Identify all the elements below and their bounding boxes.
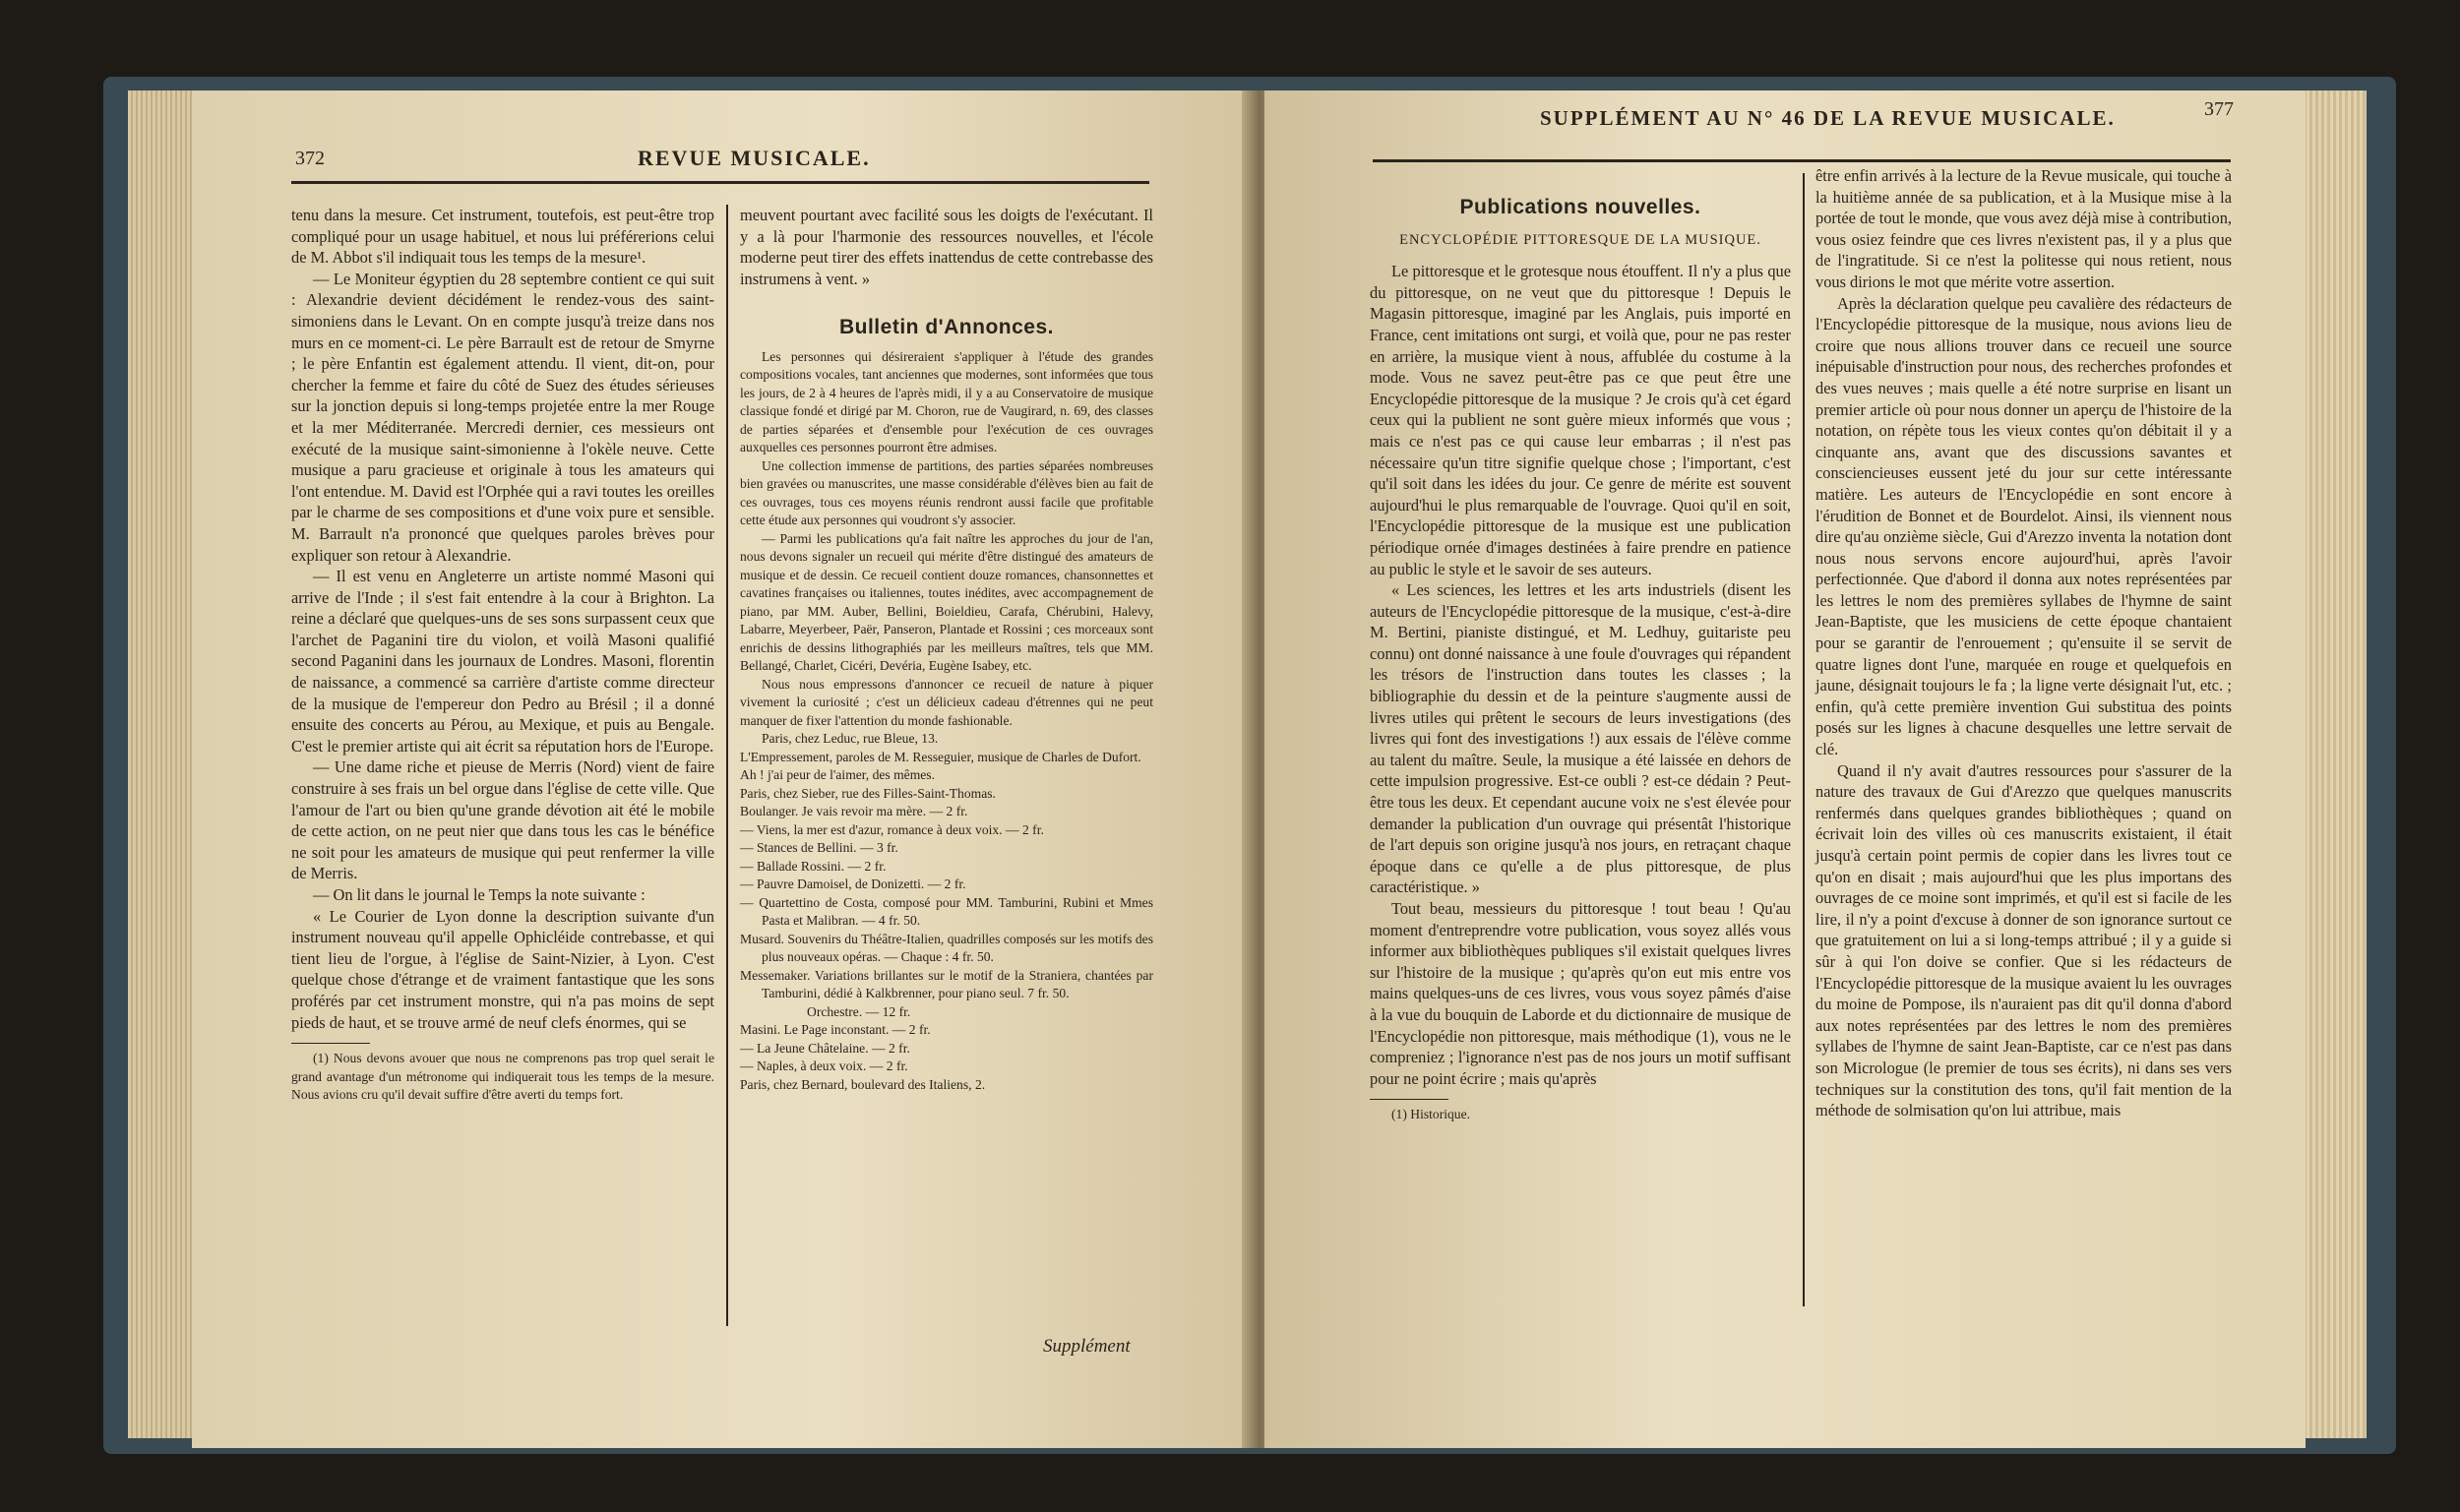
page-edges-right: [2298, 91, 2367, 1438]
paragraph: Quand il n'y avait d'autres ressources pour s'assurer de la nature des travaux de Gui d'Arezzo que quelques manuscrits renfermés dans quelques grandes bibliothèques ; quand on écrivait loin des villes où ces manuscrits existaient, il était jusqu'à certain point permis de copier dans les livres tout ce qu'on en disait ; mais aujourd'hui que les plus importans des ouvrages de ce moine sont imprimés, et qu'il est si facile de les lire, il n'y a point d'excuse à donner de son ignorance surtout ce que gratuitement on lui a si long-temps attribué ; il y a guide si sûr à qui l'on doive se confier. Que si les rédacteurs de l'Encyclopédie pittoresque de la musique avaient lu les ouvrages du moine de Pompose, ils n'auraient pas dit qu'il donna d'abord aux notes représentées par des lettres le nom des premières syllabes de l'hymne de saint Jean-Baptiste, car ce n'est pas dans son Micrologue (le premier de tous ses écrits), ni dans ses vers techniques sur la constitution des tons, qu'il fait mention de la méthode de solmisation qu'on lui attribue, mais: [1815, 760, 2232, 1120]
paragraph: — Une dame riche et pieuse de Merris (Nord) vient de faire construire à ses frais un bel orgue dans l'église de cette ville. Que l'amour de l'art ou bien qu'une grande dévotion ait été le mobile de cette action, on ne peut nier que dans tous les cas le bénéfice ne soit pour les amateurs de musique qui peut renfermer la ville de Merris.: [291, 757, 714, 883]
right-footnote: [1370, 1106, 1791, 1124]
paragraph: Paris, chez Leduc, rue Bleue, 13.: [762, 731, 939, 747]
list-item: Messemaker. Variations brillantes sur le motif de la Straniera, chantées par Tamburini, dédié à Kalkbrenner, pour piano seul. 7 fr. 50.: [740, 967, 1153, 1001]
list-item: — Pauvre Damoisel, de Donizetti. — 2 fr.: [740, 877, 966, 892]
right-running-head: SUPPLÉMENT AU N° 46 DE LA REVUE MUSICALE.: [1540, 106, 2116, 130]
right-column-divider: [1803, 173, 1805, 1306]
list-item: L'Empressement, paroles de M. Resseguier, musique de Charles de Dufort.: [740, 749, 1141, 764]
section-title: Publications nouvelles.: [1459, 196, 1701, 218]
bulletin-body: [740, 348, 1153, 749]
paragraph: Après la déclaration quelque peu cavalière des rédacteurs de l'Encyclopédie pittoresque de la musique, nous avions lieu de croire que nous allions trouver dans ce recueil une source inépuisable d'instruction pour nous, des recherches profondes et des vues neuves ; mais quelle a été notre surprise en lisant un premier article où pour nous donner un aperçu de l'histoire de la notation, on répète tous les vieux contes qu'on débitait il y a cinquante ans, avant que des discussions savantes et consciencieuses eussent jeté du jour sur cette intéressante matière. Les auteurs de l'Encyclopédie en sont encore à l'érudition de Bonnet et de Bourdelot. Ainsi, ils viennent nous dire qu'au onzième siècle, Gui d'Arezzo inventa la notation dont nous nous servons encore aujourd'hui, après l'avoir perfectionnée. Que d'abord il donna aux notes représentées par les lettres le nom des premières syllabes de l'hymne de saint Jean-Baptiste, que les musiciens de cette époque chantaient pour se garantir de l'enrouement ; qu'ensuite il se servit de quatre lignes dont l'une, marquée en rouge et quelquefois en jaune, désignait toujours le fa ; la ligne verte désignait l'ut, etc. ; enfin, qu'à cette première invention Gui substitua des points posés sur les lignes à chacune desquelles une lettre servait de clé.: [1815, 293, 2232, 759]
list-item: — Stances de Bellini. — 3 fr.: [740, 840, 898, 856]
subsection-title: ENCYCLOPÉDIE PITTORESQUE DE LA MUSIQUE.: [1399, 231, 1761, 248]
right-column-2: [1815, 165, 2232, 1121]
paragraph: — Parmi les publications qu'a fait naître les approches du jour de l'an, nous devons signaler un recueil qui mérite d'être distingué des amateurs de musique et de dessin. Ce recueil contient douze romances, chansonnettes et cavatines françaises ou italiennes, toutes inédites, avec accompagnement de piano, par MM. Auber, Bellini, Boieldieu, Carafa, Chérubini, Halevy, Labarre, Meyerbeer, Paër, Panseron, Plantade et Rossini ; ces morceaux sont enrichis de dessins lithographiés par les meilleurs maîtres, tels que MM. Bellangé, Charlet, Cicéri, Devéria, Eugène Isabey, etc.: [740, 530, 1153, 674]
paragraph: — Le Moniteur égyptien du 28 septembre contient ce qui suit : Alexandrie devient décidément le rendez-vous des saint-simoniens dans le Levant. On en compte jusqu'à treize dans nos murs en ce moment-ci. Le père Barrault est de retour de Smyrne ; le père Enfantin est également attendu. Il vient, dit-on, pour chercher la femme et faire du côté de Suez des études sérieuses sur la jonction depuis si long-temps projetée entre la mer Rouge et la mer Méditerranée. Mercredi dernier, ces messieurs ont exécuté de la musique saint-simonienne à l'okèle neuve. Cette musique a paru gracieuse et originale à tous les amateurs qui l'ont entendue. M. David est l'Orphée qui a ravi toutes les oreilles par le charme de ses compositions et d'une voix pure et sensible. M. Barrault n'a prononcé que quelques paroles brèves pour expliquer son retour à Alexandrie.: [291, 269, 714, 565]
left-header-rule: [291, 181, 1149, 184]
list-item: Masini. Le Page inconstant. — 2 fr.: [740, 1022, 931, 1038]
left-footnote: [291, 1050, 714, 1105]
paragraph: meuvent pourtant avec facilité sous les doigts de l'exécutant. Il y a là pour l'harmonie des ressources nouvelles, et l'école moderne peut tirer des effets inattendus de cette contrebasse des instrumens à vent. »: [740, 206, 1153, 288]
left-running-head: REVUE MUSICALE.: [638, 146, 871, 170]
list-item: Paris, chez Sieber, rue des Filles-Saint-Thomas.: [740, 785, 996, 801]
bulletin-title: Bulletin d'Annonces.: [838, 316, 1054, 339]
paragraph: Tout beau, messieurs du pittoresque ! tout beau ! Qu'au moment d'entreprendre votre publication, vous soyez allés vous informer aux bibliothèques publiques s'il existait quelques livres sur l'histoire de la musique ; qu'après qu'on eut mis entre vos mains quelques-uns de ces livres, vous vous soyez pâmés d'aise à la vue du bouquin de Laborde et du dictionnaire de musique de l'Encyclopédie non pittoresque, mais méthodique (1), vous ne le compreniez ; l'ignorance n'est pas de nos jours un motif suffisant pour ne point écrire ; mais qu'après: [1370, 899, 1791, 1088]
list-item: Ah ! j'ai peur de l'aimer, des mêmes.: [740, 767, 935, 783]
paragraph: Une collection immense de partitions, des parties séparées nombreuses bien gravées ou manuscrites, une masse considérable d'élèves bien au fait de ces ouvrages, tous ces moyens réunis rendront aussi facile que profitable cette étude aux personnes qui voudront s'y associer.: [740, 457, 1153, 528]
footnote-rule: [291, 1043, 370, 1044]
right-page-number: 377: [2204, 98, 2234, 120]
right-column-1: [1370, 187, 1791, 1124]
list-item: — Ballade Rossini. — 2 fr.: [740, 858, 887, 874]
footnote-text: (1) Historique.: [1391, 1107, 1471, 1122]
list-item: — La Jeune Châtelaine. — 2 fr.: [740, 1040, 910, 1056]
paragraph: — Il est venu en Angleterre un artiste nommé Masoni qui arrive de l'Inde ; il s'est fait entendre à la cour à Brighton. La reine a déclaré que quelques-uns de ses sons surpassent ceux que l'archet de Paganini tire du violon, et voilà Masoni qualifié second Paganini dans les journaux de Londres. Masoni, florentin de naissance, a commencé sa carrière d'artiste comme directeur de la musique de l'empereur don Pedro au Brésil ; il a donné ensuite des concerts au Pérou, au Mexique, et puis au Bengale. C'est le premier artiste qui ait écrit sa réputation hors de l'Europe.: [291, 567, 714, 756]
left-page-number: 372: [295, 148, 325, 169]
paragraph: Le pittoresque et le grotesque nous étouffent. Il n'y a plus que du pittoresque, on ne veut que du pittoresque ! Depuis le Magasin pittoresque, imaginé par les Anglais, puis importé en France, cent imitations ont surgi, et voilà que, pour ne pas rester en arrière, la musique vient à nous, affublée du costume à la mode. Vous ne savez peut-être pas ce que peut être une Encyclopédie pittoresque de la musique ? Je crois qu'à cet égard ceux qui la publient ne sont guère mieux informés que vous ; mais ce n'est pas ce qui cause leur embarras ; il n'est pas nécessaire qu'un titre signifie quelque chose ; l'important, c'est qu'il soit dans les idées du jour. Ce genre de mérite est souvent aujourd'hui le plus remarquable de l'ouvrage. Quoi qu'il en soit, l'Encyclopédie pittoresque de la musique est une publication périodique ornée d'images destinées à faire prendre en patience au public le style et le savoir de ses auteurs.: [1370, 262, 1791, 578]
paragraph: « Les sciences, les lettres et les arts industriels (disent les auteurs de l'Encyclopédie pittoresque de la musique, c'est-à-dire M. Bertini, pianiste distingué, et M. Ledhuy, guitariste peu connu) ont donné naissance à une foule d'ouvrages qui répandent les trésors de l'instruction dans toutes les classes ; la bibliographie du dessin et de la peinture s'augmente aussi de livres utiles qui prêtent le secours de leurs investigations (des livres qui font des investigations !) aux essais de l'élève comme au talent du maître. Seule, la musique a été laissée en dehors de cette impulsion progressive. Est-ce oubli ? est-ce dédain ? Peut-être tous les deux. Et cependant aucune voix ne s'est élevée pour demander la publication d'un ouvrage qui présentât l'historique de l'art depuis son origine jusqu'à nos jours, en retraçant chaque époque dans ce qu'elle a de plus pittoresque, de plus caractéristique. »: [1370, 580, 1791, 897]
list-item: Musard. Souvenirs du Théâtre-Italien, quadrilles composés sur les motifs des plus nouveaux opéras. — Chaque : 4 fr. 50.: [740, 931, 1153, 965]
paragraph: être enfin arrivés à la lecture de la Revue musicale, qui touche à la huitième année de sa publication, et à la Musique mise à la portée de tout le monde, que vous avez déjà mise à contribution, vous osiez feindre que ces livres n'existent pas, il y a plus que de l'ingratitude. Si ce n'est la politesse qui nous retient, nous vous dirions le mot que mérite votre assertion.: [1815, 166, 2232, 291]
left-column-divider: [726, 205, 728, 1326]
music-listings: [740, 749, 1153, 1095]
list-item: Boulanger. Je vais revoir ma mère. — 2 fr.: [740, 804, 968, 819]
paragraph: tenu dans la mesure. Cet instrument, toutefois, est peut-être trop compliqué pour un usage habituel, et nous lui préférerions celui de M. Abbot s'il indiquait tous les temps de la mesure¹.: [291, 206, 714, 268]
list-item: — Quartettino de Costa, composé pour MM. Tamburini, Rubini et Mmes Pasta et Malibran. — 4 fr. 50.: [740, 894, 1153, 929]
footnote-text: (1) Nous devons avouer que nous ne comprenons pas trop quel serait le grand avantage d'un métronome qui indiquerait tous les temps de la mesure. Nous avions cru qu'il devait suffire d'être averti du temps fort.: [291, 1051, 714, 1103]
paragraph: — On lit dans le journal le Temps la note suivante :: [313, 885, 646, 904]
list-item: — Viens, la mer est d'azur, romance à deux voix. — 2 fr.: [740, 821, 1044, 837]
left-column-1: [291, 205, 714, 1105]
list-item: Orchestre. — 12 fr.: [807, 1003, 911, 1019]
page-edges-left: [128, 91, 197, 1438]
paragraph: Les personnes qui désireraient s'appliquer à l'étude des grandes compositions vocales, tant anciennes que modernes, sont informées que tous les jours, de 2 à 4 heures de l'après midi, il y a au Conservatoire de musique classique fondé et dirigé par M. Choron, rue de Vaugirard, n. 69, des classes de parties séparées et d'ensemble pour l'exécution de ces ouvrages auxquelles ces personnes pourront être admises.: [740, 348, 1153, 455]
list-item: Paris, chez Bernard, boulevard des Italiens, 2.: [740, 1076, 986, 1092]
left-column-2: [740, 205, 1153, 1094]
footnote-rule: [1370, 1099, 1448, 1100]
list-item: — Naples, à deux voix. — 2 fr.: [740, 1058, 908, 1074]
paragraph: « Le Courier de Lyon donne la description suivante d'un instrument nouveau qu'il appelle Ophicléide contrebasse, et qui tient lieu de l'orgue, à l'église de Saint-Nizier, à Lyon. C'est quelque chose d'étrange et de vraiment fantastique que les sons proférés par cet instrument monstre, qui n'a pas moins de sept pieds de haut, et se trouve armé de neuf clefs énormes, qui se: [291, 906, 714, 1032]
right-header-rule: [1373, 159, 2231, 162]
catchword: Supplément: [1043, 1336, 1131, 1357]
paragraph: Nous nous empressons d'annoncer ce recueil de nature à piquer vivement la curiosité ; c'est un délicieux cadeau d'étrennes qui ne peut manquer de fixer l'attention du monde fashionable.: [740, 676, 1153, 728]
